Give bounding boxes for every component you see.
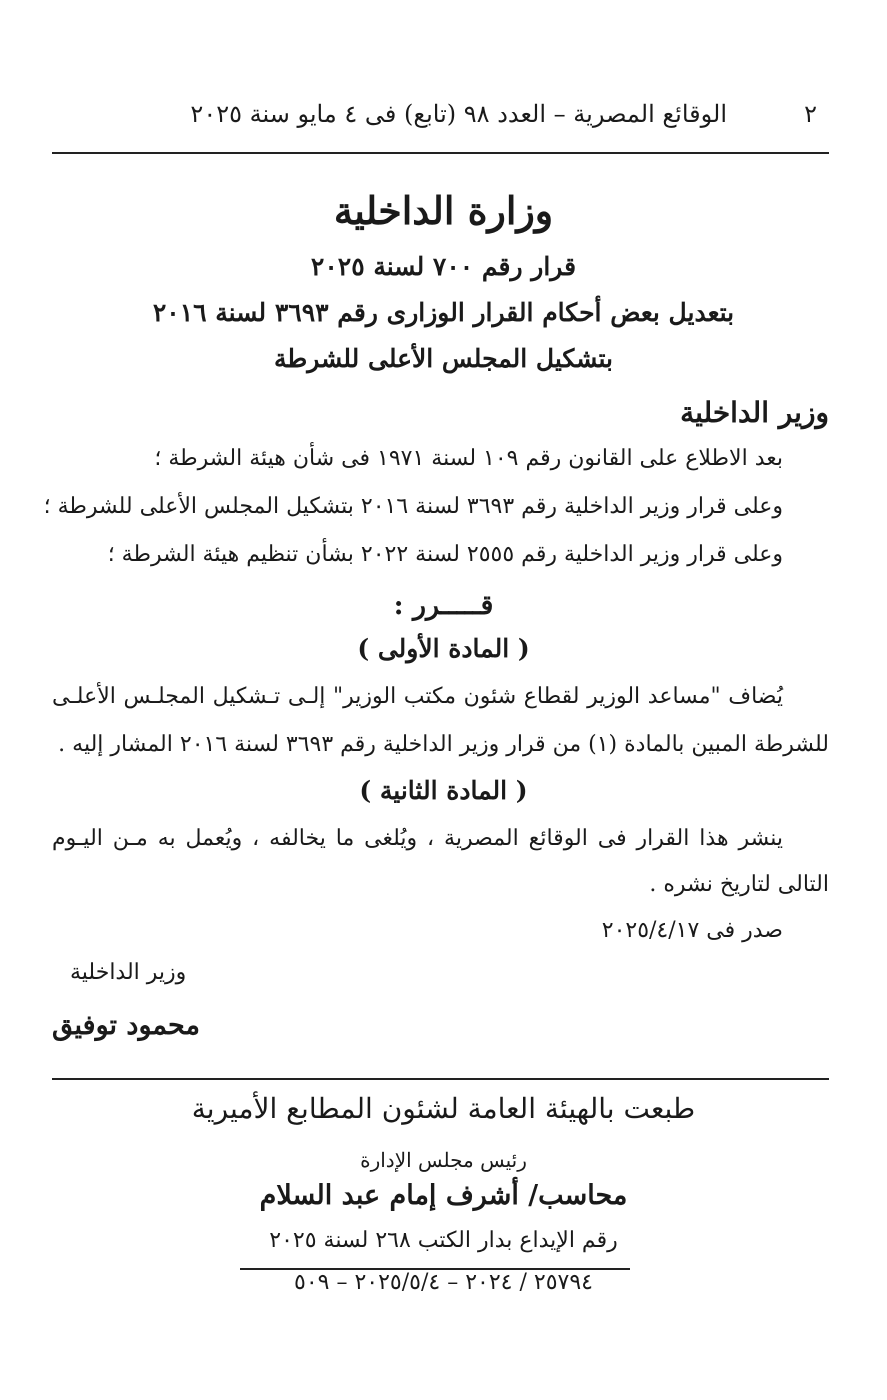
decided-heading: قـــــرر : [393, 590, 494, 621]
article-1-text-line-1: يُضاف "مساعد الوزير لقطاع شئون مكتب الوزير" إلـى تـشكيل المجلـس الأعلـى [52, 684, 783, 709]
header-divider [52, 152, 829, 154]
article-1-heading: ( المادة الأولى ) [357, 634, 530, 663]
issue-date: صدر فى ٢٠٢٥/٤/١٧ [601, 918, 783, 943]
issuer-heading: وزير الداخلية [680, 396, 829, 429]
footer-divider [52, 1078, 829, 1080]
article-2-heading: ( المادة الثانية ) [359, 776, 528, 805]
deposit-number: رقم الإيداع بدار الكتب ٢٦٨ لسنة ٢٠٢٥ [269, 1228, 618, 1253]
decree-title: قرار رقم ٧٠٠ لسنة ٢٠٢٥ [310, 252, 577, 281]
preamble-line: بعد الاطلاع على القانون رقم ١٠٩ لسنة ١٩٧١ فى شأن هيئة الشرطة ؛ [154, 446, 783, 471]
decree-subtitle-1: بتعديل بعض أحكام القرار الوزارى رقم ٣٦٩٣ لسنة ٢٠١٦ [152, 298, 735, 327]
article-1-text-line-2: للشرطة المبين بالمادة (١) من قرار وزير الداخلية رقم ٣٦٩٣ لسنة ٢٠١٦ المشار إليه . [58, 732, 829, 757]
printer-statement: طبعت بالهيئة العامة لشئون المطابع الأميرية [191, 1092, 696, 1125]
ministry-title: وزارة الداخلية [333, 188, 554, 233]
board-chair-name: محاسب/ أشرف إمام عبد السلام [259, 1180, 628, 1211]
preamble-line: وعلى قرار وزير الداخلية رقم ٣٦٩٣ لسنة ٢٠١٦ بتشكيل المجلس الأعلى للشرطة ؛ [43, 494, 783, 519]
decree-subtitle-2: بتشكيل المجلس الأعلى للشرطة [273, 344, 614, 373]
page-number: ٢ [804, 100, 817, 128]
signatory-name: محمود توفيق [52, 1010, 200, 1041]
gazette-issue-info: الوقائع المصرية – العدد ٩٨ (تابع) فى ٤ مايو سنة ٢٠٢٥ [190, 100, 727, 128]
board-chair-title: رئيس مجلس الإدارة [360, 1148, 527, 1172]
serial-number: ٢٥٧٩٤ / ٢٠٢٤ – ٢٠٢٥/٥/٤ – ٥٠٩ [294, 1270, 593, 1295]
article-2-text-line-1: ينشر هذا القرار فى الوقائع المصرية ، ويُلغى ما يخالفه ، ويُعمل به مـن اليـوم [52, 826, 783, 851]
preamble-line: وعلى قرار وزير الداخلية رقم ٢٥٥٥ لسنة ٢٠٢٢ بشأن تنظيم هيئة الشرطة ؛ [107, 542, 783, 567]
article-2-text-line-2: التالى لتاريخ نشره . [649, 872, 829, 897]
signatory-title: وزير الداخلية [70, 960, 187, 985]
running-header [120, 100, 817, 140]
